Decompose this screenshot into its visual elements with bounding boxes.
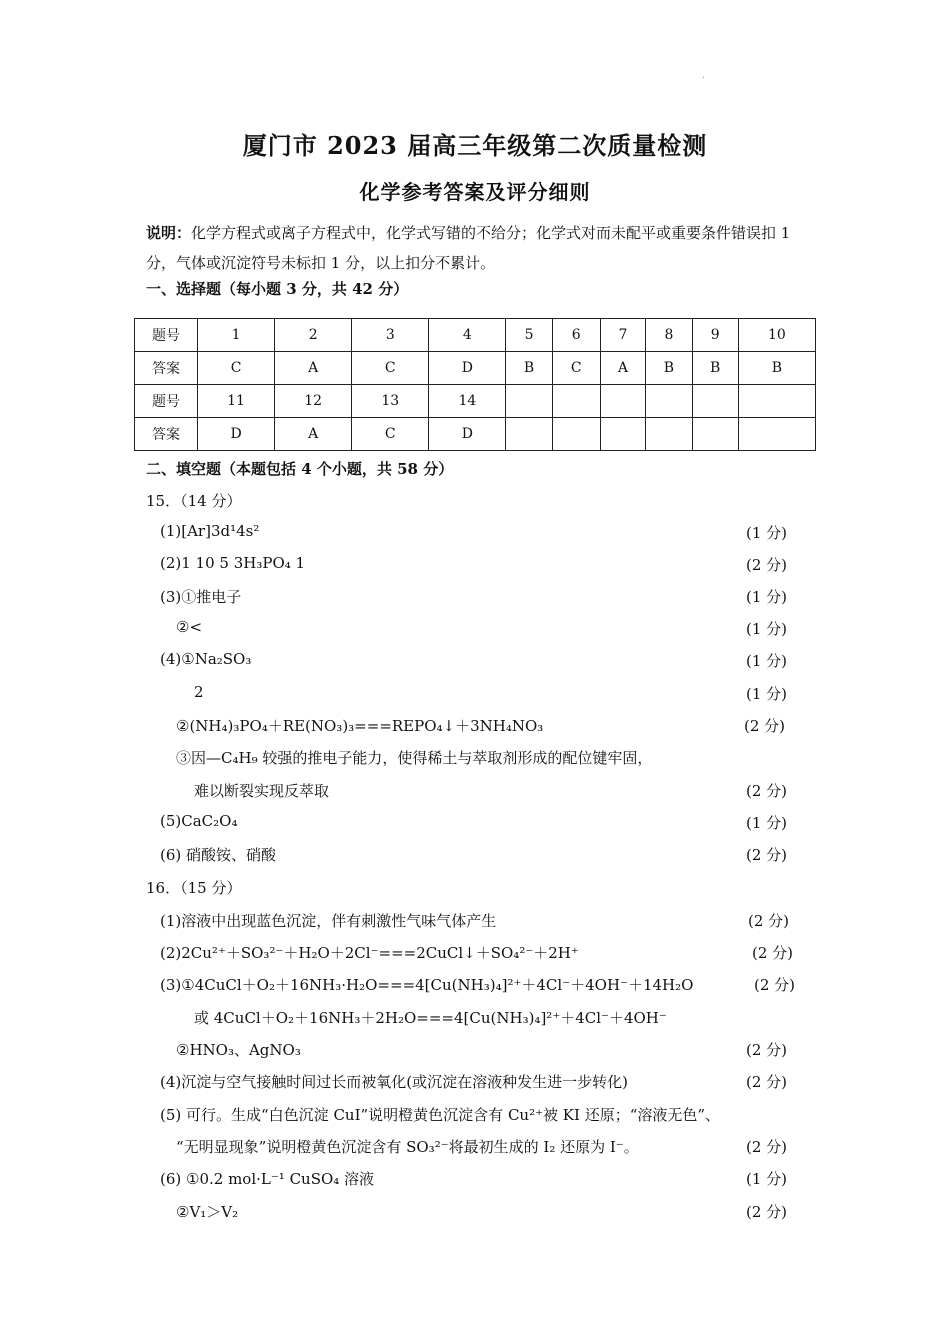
q15-score-6: (2 分) [746,846,788,864]
q16-answer-1: (1)溶液中出现蓝色沉淀，伴有刺激性气味气体产生 [160,912,497,930]
table-cell [738,418,815,451]
q16-score-6-1: (1 分) [746,1170,788,1188]
grading-note-label: 说明： [146,224,192,242]
corner-mark: . [702,70,706,81]
table-cell [646,385,692,418]
table-cell: 12 [275,385,352,418]
table-cell: 8 [646,319,692,352]
row-label: 答案 [135,352,198,385]
table-cell [506,385,552,418]
table-cell: 9 [692,319,738,352]
table-cell: 5 [506,319,552,352]
q16-header: 16．（15 分） [146,879,242,897]
q16-score-2: (2 分) [752,944,794,962]
table-cell [692,385,738,418]
table-row [135,352,816,385]
q16-answer-3-1: (3)①4CuCl＋O₂＋16NH₃·H₂O===4[Cu(NH₃)₄]²⁺＋4Cl⁻＋4OH⁻＋14H₂O [160,976,694,994]
q15-answer-5: (5)CaC₂O₄ [160,812,238,830]
table-cell: A [275,352,352,385]
q16-answer-3-1-alt: 或 4CuCl＋O₂＋16NH₃＋2H₂O===4[Cu(NH₃)₄]²⁺＋4Cl⁻＋4OH⁻ [194,1009,667,1027]
q15-score-4-3: (2 分) [746,782,788,800]
table-cell: 1 [198,319,275,352]
table-row [135,385,816,418]
table-cell [600,418,646,451]
q15-answer-4-1: (4)①Na₂SO₃ [160,650,252,668]
q15-answer-4-3-line2: 难以断裂实现反萃取 [194,782,330,800]
table-cell [506,418,552,451]
q15-header: 15．（14 分） [146,492,242,510]
q15-answer-6: (6) 硝酸铵、硝酸 [160,846,277,864]
q16-answer-6-2: ②V₁＞V₂ [176,1203,239,1221]
table-cell [692,418,738,451]
table-cell [600,385,646,418]
q15-answer-3-2: ②< [176,618,203,636]
q15-score-4-1b: (1 分) [746,685,788,703]
q15-score-3-1: (1 分) [746,588,788,606]
section-2-heading: 二、填空题（本题包括 4 个小题，共 58 分） [146,460,454,478]
q15-answer-2: (2)1 10 5 3H₃PO₄ 1 [160,554,306,572]
q15-answer-1: (1)[Ar]3d¹4s² [160,522,260,540]
q16-score-1: (2 分) [748,912,790,930]
row-label: 题号 [135,319,198,352]
table-cell: B [692,352,738,385]
table-cell: 4 [429,319,506,352]
table-cell: 2 [275,319,352,352]
answer-table [134,318,816,451]
q15-score-4-2: (2 分) [744,717,786,735]
table-row [135,418,816,451]
q16-answer-6-1: (6) ①0.2 mol·L⁻¹ CuSO₄ 溶液 [160,1170,375,1188]
q15-answer-3-1: (3)①推电子 [160,588,242,606]
q16-answer-4: (4)沉淀与空气接触时间过长而被氧化(或沉淀在溶液种发生进一步转化) [160,1073,628,1091]
table-cell: D [429,352,506,385]
q16-score-5: (2 分) [746,1138,788,1156]
table-cell: 3 [352,319,429,352]
table-cell: 11 [198,385,275,418]
q15-score-4-1: (1 分) [746,652,788,670]
q16-score-4: (2 分) [746,1073,788,1091]
table-cell: A [275,418,352,451]
table-cell: C [552,352,600,385]
q15-answer-4-1b: 2 [194,683,204,701]
q16-answer-3-2: ②HNO₃、AgNO₃ [176,1041,301,1059]
table-cell [552,385,600,418]
table-cell: D [429,418,506,451]
table-cell: 6 [552,319,600,352]
q15-answer-4-2: ②(NH₄)₃PO₄＋RE(NO₃)₃===REPO₄↓＋3NH₄NO₃ [176,717,544,735]
row-label: 题号 [135,385,198,418]
table-cell: C [352,352,429,385]
row-label: 答案 [135,418,198,451]
table-cell: B [506,352,552,385]
table-cell [738,385,815,418]
q15-score-3-2: (1 分) [746,620,788,638]
page-subtitle: 化学参考答案及评分细则 [359,180,591,204]
table-cell: 10 [738,319,815,352]
table-row [135,319,816,352]
table-cell [646,418,692,451]
q16-score-6-2: (2 分) [746,1203,788,1221]
table-cell: D [198,418,275,451]
q16-answer-2: (2)2Cu²⁺＋SO₃²⁻＋H₂O＋2Cl⁻===2CuCl↓＋SO₄²⁻＋2H⁺ [160,944,579,962]
q16-score-3-1: (2 分) [754,976,796,994]
table-cell: 14 [429,385,506,418]
table-cell: B [646,352,692,385]
q16-answer-5-line2: “无明显现象”说明橙黄色沉淀含有 SO₃²⁻将最初生成的 I₂ 还原为 I⁻。 [176,1138,639,1156]
q16-score-3-2: (2 分) [746,1041,788,1059]
table-cell: C [198,352,275,385]
q15-score-2: (2 分) [746,556,788,574]
table-cell: 7 [600,319,646,352]
section-1-heading: 一、选择题（每小题 3 分，共 42 分） [146,280,409,298]
table-cell: 13 [352,385,429,418]
q16-answer-5-line1: (5) 可行。生成“白色沉淀 CuI”说明橙黄色沉淀含有 Cu²⁺被 KI 还原；“溶液无色”、 [160,1106,721,1124]
q15-answer-4-3-line1: ③因—C₄H₉ 较强的推电子能力，使得稀土与萃取剂形成的配位键牢固， [176,749,653,767]
grading-note-text: 化学方程式或离子方程式中，化学式写错的不给分；化学式对而未配平或重要条件错误扣 1 分，气体或沉淀符号未标扣 1 分，以上扣分不累计。 [146,224,791,272]
table-cell: A [600,352,646,385]
table-cell: B [738,352,815,385]
grading-note [146,218,810,278]
q15-score-5: (1 分) [746,814,788,832]
page-title: 厦门市 2023 届高三年级第二次质量检测 [242,131,708,160]
q15-score-1: (1 分) [746,524,788,542]
table-cell: C [352,418,429,451]
table-cell [552,418,600,451]
